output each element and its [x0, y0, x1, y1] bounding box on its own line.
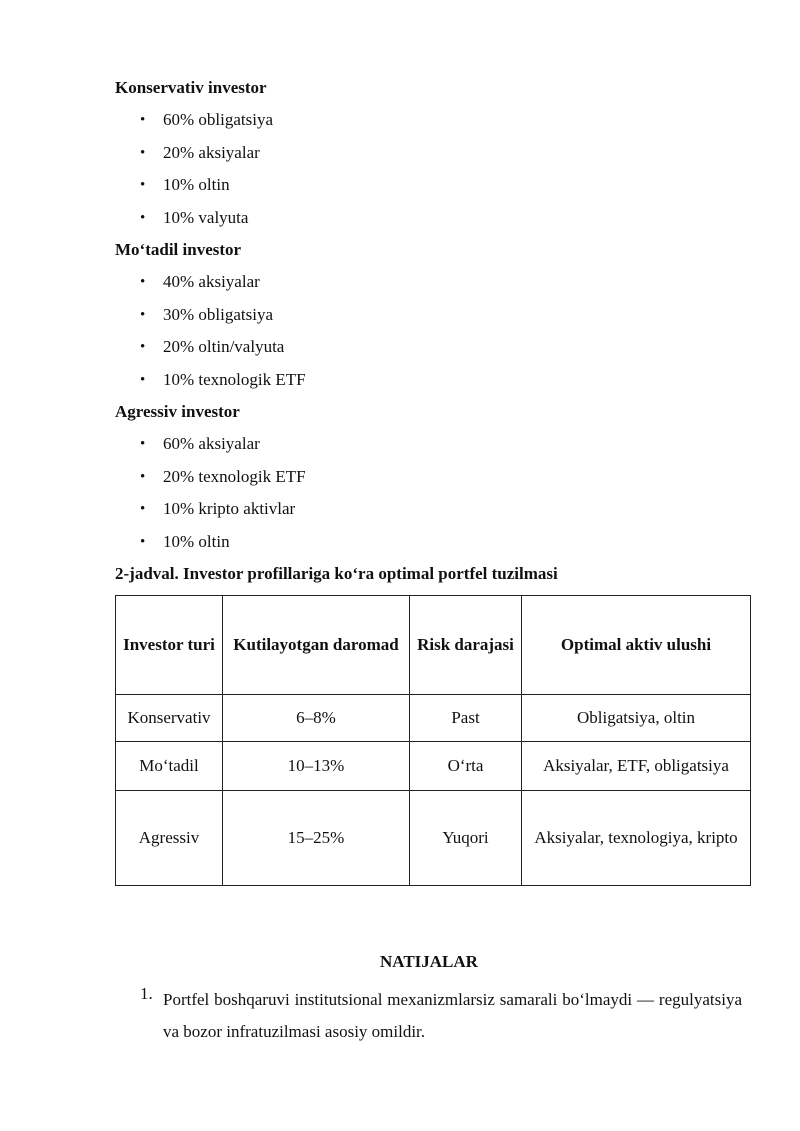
table-cell: Past [410, 695, 522, 742]
table-row [116, 695, 751, 742]
list-item: • 10% oltin [140, 175, 230, 194]
bullet-icon: • [140, 371, 146, 388]
bullet-icon: • [140, 177, 146, 193]
header-kutilayotgan-daromad: Kutilayotgan daromad [223, 596, 410, 695]
header-optimal-aktiv-ulushi: Optimal aktiv ulushi [522, 596, 751, 695]
list-item: • 60% obligatsiya [140, 110, 274, 129]
bullet-list-agressiv [115, 434, 306, 564]
bullet-list-konservativ [115, 110, 273, 240]
section-heading-agressiv: Agressiv investor [115, 402, 240, 421]
bullet-icon: • [140, 112, 146, 128]
table-cell: 15–25% [223, 791, 410, 886]
table-cell: Konservativ [116, 695, 223, 742]
list-item: • 10% oltin [140, 531, 230, 551]
bullet-icon: • [140, 533, 146, 550]
list-item: • 60% aksiyalar [140, 434, 260, 453]
bullet-icon: • [140, 306, 146, 323]
bullet-icon: • [140, 436, 146, 452]
bullet-icon: • [140, 144, 146, 161]
list-item: • 10% valyuta [140, 207, 249, 227]
table-cell: Aksiyalar, ETF, obligatsiya [522, 742, 751, 791]
table-row [116, 742, 751, 791]
table-cell: Mo‘tadil [116, 742, 223, 791]
bullet-icon: • [140, 209, 146, 226]
list-item: • 20% aksiyalar [140, 142, 260, 162]
list-item: • 20% texnologik ETF [140, 466, 306, 486]
portfolio-table [115, 595, 751, 886]
list-item: • 10% texnologik ETF [140, 369, 306, 389]
bullet-icon: • [140, 274, 146, 290]
bullet-list-motadil [115, 272, 306, 402]
table-cell: 10–13% [223, 742, 410, 791]
section-heading-konservativ: Konservativ investor [115, 78, 267, 97]
header-risk-darajasi: Risk darajasi [410, 596, 522, 695]
table-cell: 6–8% [223, 695, 410, 742]
portfolio-table-wrap [115, 595, 751, 886]
list-item: • 10% kripto aktivlar [140, 499, 296, 518]
bullet-icon: • [140, 339, 146, 355]
bullet-icon: • [140, 468, 146, 485]
list-item: • 30% obligatsiya [140, 304, 274, 324]
table-caption: 2-jadval. Investor profillariga ko‘ra optimal portfel tuzilmasi [115, 564, 558, 583]
list-item-number: 1. [140, 984, 153, 1003]
results-heading: NATIJALAR [380, 952, 478, 971]
table-cell: O‘rta [410, 742, 522, 791]
table-cell: Obligatsiya, oltin [522, 695, 751, 742]
header-investor-turi: Investor turi [116, 596, 223, 695]
bullet-icon: • [140, 501, 146, 517]
table-row [116, 791, 751, 886]
table-header-row [116, 596, 751, 695]
list-item: • 20% oltin/valyuta [140, 337, 285, 356]
list-item: • 40% aksiyalar [140, 272, 260, 291]
table-cell: Aksiyalar, texnologiya, kripto [522, 791, 751, 886]
list-item-text: Portfel boshqaruvi institutsional mexanizmlarsiz samarali bo‘lmaydi — regulyatsiya va bozor infratuzilmasi asosiy omildir. [163, 990, 742, 1041]
table-cell: Yuqori [410, 791, 522, 886]
section-heading-motadil: Mo‘tadil investor [115, 240, 242, 259]
table-cell: Agressiv [116, 791, 223, 886]
